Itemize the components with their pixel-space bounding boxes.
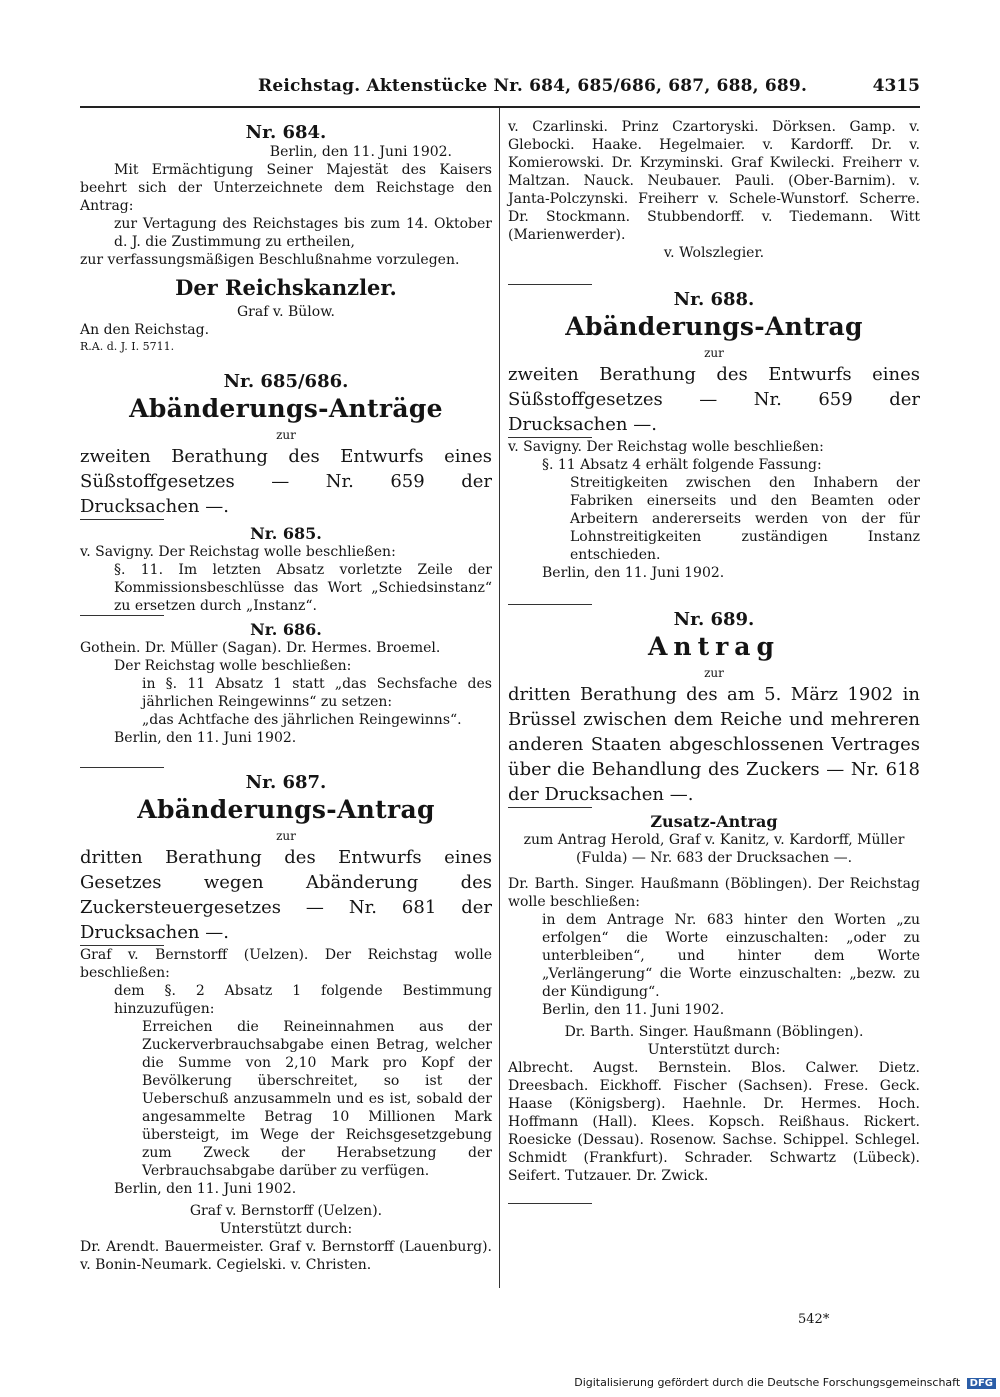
nr689-line2: in dem Antrage Nr. 683 hinter den Worten „zu erfolgen“ die Worte einzuschalten: „oder zu unterbleiben“, und hinter dem Worte „Verlängerung“ die Worte einzuschalten: „bezw. zu der Kündigung“. (542, 912, 920, 1000)
separator (80, 519, 164, 520)
nr689-zusatz-sub: zum Antrag Herold, Graf v. Kanitz, v. Kardorff, Müller (Fulda) — Nr. 683 der Drucksachen —. (523, 832, 905, 866)
nr689-signature: Dr. Barth. Singer. Haußmann (Böblingen). (564, 1024, 864, 1040)
column-divider (499, 108, 500, 1288)
nr686-line4: „das Achtfache des jährlichen Reingewinns“. (142, 712, 462, 728)
nr687-line3: Erreichen die Reineinnahmen aus der Zuckerverbrauchsabgabe einen Betrag, welcher die Summe von 2,10 Mark pro Kopf der Bevölkerung überschreitet, so ist der Ueberschuß anzusammeln und es ist, sobald der angesammelte Betrag 10 Millionen Mark übersteigt, im Wege der Reichsgesetzgebung zum Zweck der Herabsetzung der Verbrauchsabgabe darüber zu verfügen. (142, 1019, 492, 1179)
nr688-date: Berlin, den 11. Juni 1902. (542, 565, 725, 581)
nr686-date: Berlin, den 11. Juni 1902. (114, 730, 297, 746)
nr685-686-subject: zweiten Berathung des Entwurfs eines Süßstoffgesetzes — Nr. 659 der Drucksachen —. (80, 446, 492, 517)
separator (80, 615, 164, 616)
nr689-date: Berlin, den 11. Juni 1902. (542, 1002, 725, 1018)
nr689-heading: Antrag (648, 632, 780, 661)
nr685-line2: §. 11. Im letzten Absatz vorletzte Zeile der Kommissionsbeschlüsse das Wort „Schiedsinstanz“ zu ersetzen durch „Instanz“. (114, 562, 492, 614)
nr687-line2: dem §. 2 Absatz 1 folgende Bestimmung hinzuzufügen: (114, 983, 492, 1017)
nr688-line1: v. Savigny. Der Reichstag wolle beschließen: (508, 439, 824, 455)
nr684-p3: zur verfassungsmäßigen Beschlußnahme vorzulegen. (80, 252, 460, 268)
nr687-line1: Graf v. Bernstorff (Uelzen). Der Reichstag wolle beschließen: (80, 947, 492, 981)
nr687-subject: dritten Berathung des Entwurfs eines Gesetzes wegen Abänderung des Zuckersteuergesetzes — Nr. 681 der Drucksachen —. (80, 847, 492, 943)
nr688-subject: zweiten Berathung des Entwurfs eines Süßstoffgesetzes — Nr. 659 der Drucksachen —. (508, 364, 920, 435)
dfg-text: Digitalisierung gefördert durch die Deutsche Forschungsgemeinschaft (574, 1376, 961, 1389)
nr685-line1: v. Savigny. Der Reichstag wolle beschließen: (80, 544, 396, 560)
nr687-supporters: Dr. Arendt. Bauermeister. Graf v. Bernstorff (Lauenburg). v. Bonin-Neumark. Cegielski. v. Christen. (80, 1239, 492, 1273)
separator (508, 807, 592, 808)
nr686-line1: Gothein. Dr. Müller (Sagan). Dr. Hermes. Broemel. (80, 640, 441, 656)
nr688-line3: Streitigkeiten zwischen den Inhabern der Fabriken einerseits und den Beamten oder Arbeitern andererseits werden von der für Lohnstreitigkeiten zuständigen Instanz entschieden. (570, 475, 920, 563)
nr689-supporters: Albrecht. Augst. Bernstein. Blos. Calwer. Dietz. Dreesbach. Eickhoff. Fischer (Sachsen). Frese. Geck. Haase (Königsberg). Haehnle. Dr. Hermes. Hoch. Hoffmann (Hall). Klees. Kopsch. Reißhaus. Rickert. Roesicke (Dessau). Rosenow. Sachse. Schippel. Schlegel. Schmidt (Frankfurt). Schrader. Schwartz (Lübeck). Seifert. Tutzauer. Dr. Zwick. (508, 1060, 920, 1184)
separator (508, 1203, 592, 1204)
nr687-supported: Unterstützt durch: (219, 1221, 353, 1237)
nr689-zusatz: Zusatz-Antrag (650, 812, 778, 831)
separator (508, 284, 592, 285)
nr689-number: Nr. 689. (673, 609, 755, 630)
nr684-date: Berlin, den 11. Juni 1902. (269, 144, 452, 160)
nr687-heading: Abänderungs-Antrag (137, 795, 435, 824)
nr688-number: Nr. 688. (673, 289, 755, 310)
separator (80, 767, 164, 768)
nr684-p1: Mit Ermächtigung Seiner Majestät des Kaisers beehrt sich der Unterzeichnete dem Reichstage den Antrag: (80, 162, 492, 214)
nr685-686-zur: zur (276, 428, 296, 442)
nr688-zur: zur (704, 346, 724, 360)
nr689-subject: dritten Berathung des am 5. März 1902 in Brüssel zwischen dem Reiche und mehreren anderen Staaten abgeschlossenen Vertrages über die Behandlung des Zuckers — Nr. 618 der Drucksachen —. (508, 684, 920, 805)
nr687-number: Nr. 687. (245, 772, 327, 793)
left-column (80, 118, 492, 1274)
nr684-p2: zur Vertagung des Reichstages bis zum 14. Oktober d. J. die Zustimmung zu ertheilen, (114, 216, 492, 250)
nr689-zur: zur (704, 666, 724, 680)
header-title: Reichstag. Aktenstücke Nr. 684, 685/686, 687, 688, 689. (258, 76, 808, 96)
nr685-number: Nr. 685. (250, 524, 322, 543)
nr686-line2: Der Reichstag wolle beschließen: (114, 658, 352, 674)
dfg-credit (574, 1376, 996, 1389)
nr688-heading: Abänderungs-Antrag (565, 312, 863, 341)
nr687-date: Berlin, den 11. Juni 1902. (114, 1181, 297, 1197)
page-number: 4315 (872, 76, 920, 96)
nr687-zur: zur (276, 829, 296, 843)
nr686-number: Nr. 686. (250, 620, 322, 639)
nr689-line1: Dr. Barth. Singer. Haußmann (Böblingen). Der Reichstag wolle beschließen: (508, 876, 920, 910)
separator (508, 604, 592, 605)
nr684-addressee: An den Reichstag. (80, 322, 210, 338)
nr684-kanzler: Der Reichskanzler. (175, 275, 397, 300)
right-column (508, 118, 920, 1204)
page-header (80, 76, 920, 106)
nr689-supported: Unterstützt durch: (647, 1042, 781, 1058)
header-rule (80, 106, 920, 108)
nr684-signature: Graf v. Bülow. (237, 304, 335, 320)
supporters-continuation: v. Czarlinski. Prinz Czartoryski. Dörksen. Gamp. v. Glebocki. Haake. Hegelmaier. v. Kardorff. Dr. v. Komierowski. Dr. Krzyminski. Graf Kwilecki. Freiherr v. Maltzan. Nauck. Neubauer. Pauli. (Ober-Barnim). v. Janta-Polczynski. Freiherr v. Schele-Wunstorf. Scherre. Dr. Stockmann. Stubbendorff. v. Tiedemann. Witt (Marienwerder). (508, 119, 920, 243)
nr687-signature: Graf v. Bernstorff (Uelzen). (189, 1203, 383, 1219)
nr684-number: Nr. 684. (245, 122, 327, 143)
nr685-686-heading: Abänderungs-Anträge (129, 394, 443, 423)
nr684-reference: R.A. d. J. I. 5711. (80, 340, 175, 353)
supporters-continuation-last: v. Wolszlegier. (663, 245, 765, 261)
dfg-logo: DFG (967, 1378, 996, 1389)
nr685-686-number: Nr. 685/686. (223, 371, 349, 392)
signature-mark: 542* (798, 1312, 830, 1327)
nr688-line2: §. 11 Absatz 4 erhält folgende Fassung: (542, 457, 822, 473)
nr686-line3: in §. 11 Absatz 1 statt „das Sechsfache des jährlichen Reingewinns“ zu setzen: (142, 676, 492, 710)
